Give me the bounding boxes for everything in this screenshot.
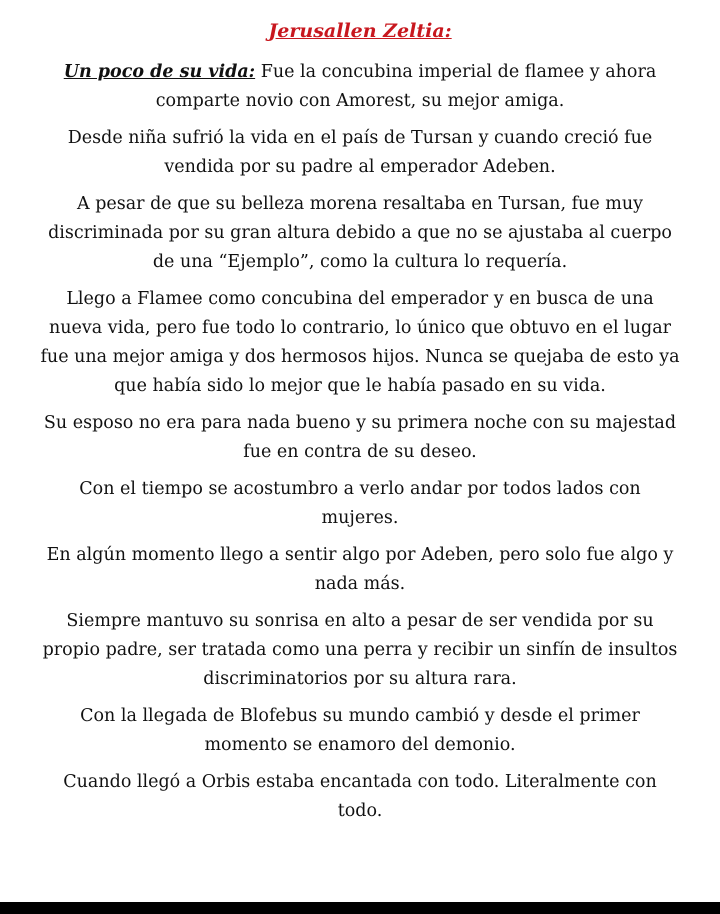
intro-text: Fue la concubina imperial de flamee y ahora comparte novio con Amorest, su mejor amiga. xyxy=(155,62,657,111)
intro-paragraph xyxy=(40,58,680,116)
paragraph: Su esposo no era para nada bueno y su primera noche con su majestad fue en contra de su deseo. xyxy=(43,413,677,462)
paragraph: En algún momento llego a sentir algo por Adeben, pero solo fue algo y nada más. xyxy=(46,545,674,594)
paragraph: Con la llegada de Blofebus su mundo cambió y desde el primer momento se enamoro del demonio. xyxy=(80,706,640,755)
bottom-bar xyxy=(0,902,720,914)
paragraph: Llego a Flamee como concubina del emperador y en busca de una nueva vida, pero fue todo lo contrario, lo único que obtuvo en el lugar fue una mejor amiga y dos hermosos hijos. Nunca se quejaba de esto ya que había sido lo mejor que le había pasado en su vida. xyxy=(40,289,680,396)
document-title: Jerusallen Zeltia: xyxy=(268,20,452,42)
paragraph: A pesar de que su belleza morena resaltaba en Tursan, fue muy discriminada por su gran altura debido a que no se ajustaba al cuerpo de una “Ejemplo”, como la cultura lo requería. xyxy=(48,194,672,272)
intro-label: Un poco de su vida: xyxy=(63,62,256,82)
paragraph: Desde niña sufrió la vida en el país de Tursan y cuando creció fue vendida por su padre al emperador Adeben. xyxy=(67,128,653,177)
paragraph: Cuando llegó a Orbis estaba encantada con todo. Literalmente con todo. xyxy=(63,772,657,821)
paragraph: Siempre mantuvo su sonrisa en alto a pesar de ser vendida por su propio padre, ser tratada como una perra y recibir un sinfín de insultos discriminatorios por su altura rara. xyxy=(42,611,678,689)
document-body xyxy=(40,58,680,834)
paragraph: Con el tiempo se acostumbro a verlo andar por todos lados con mujeres. xyxy=(79,479,641,528)
